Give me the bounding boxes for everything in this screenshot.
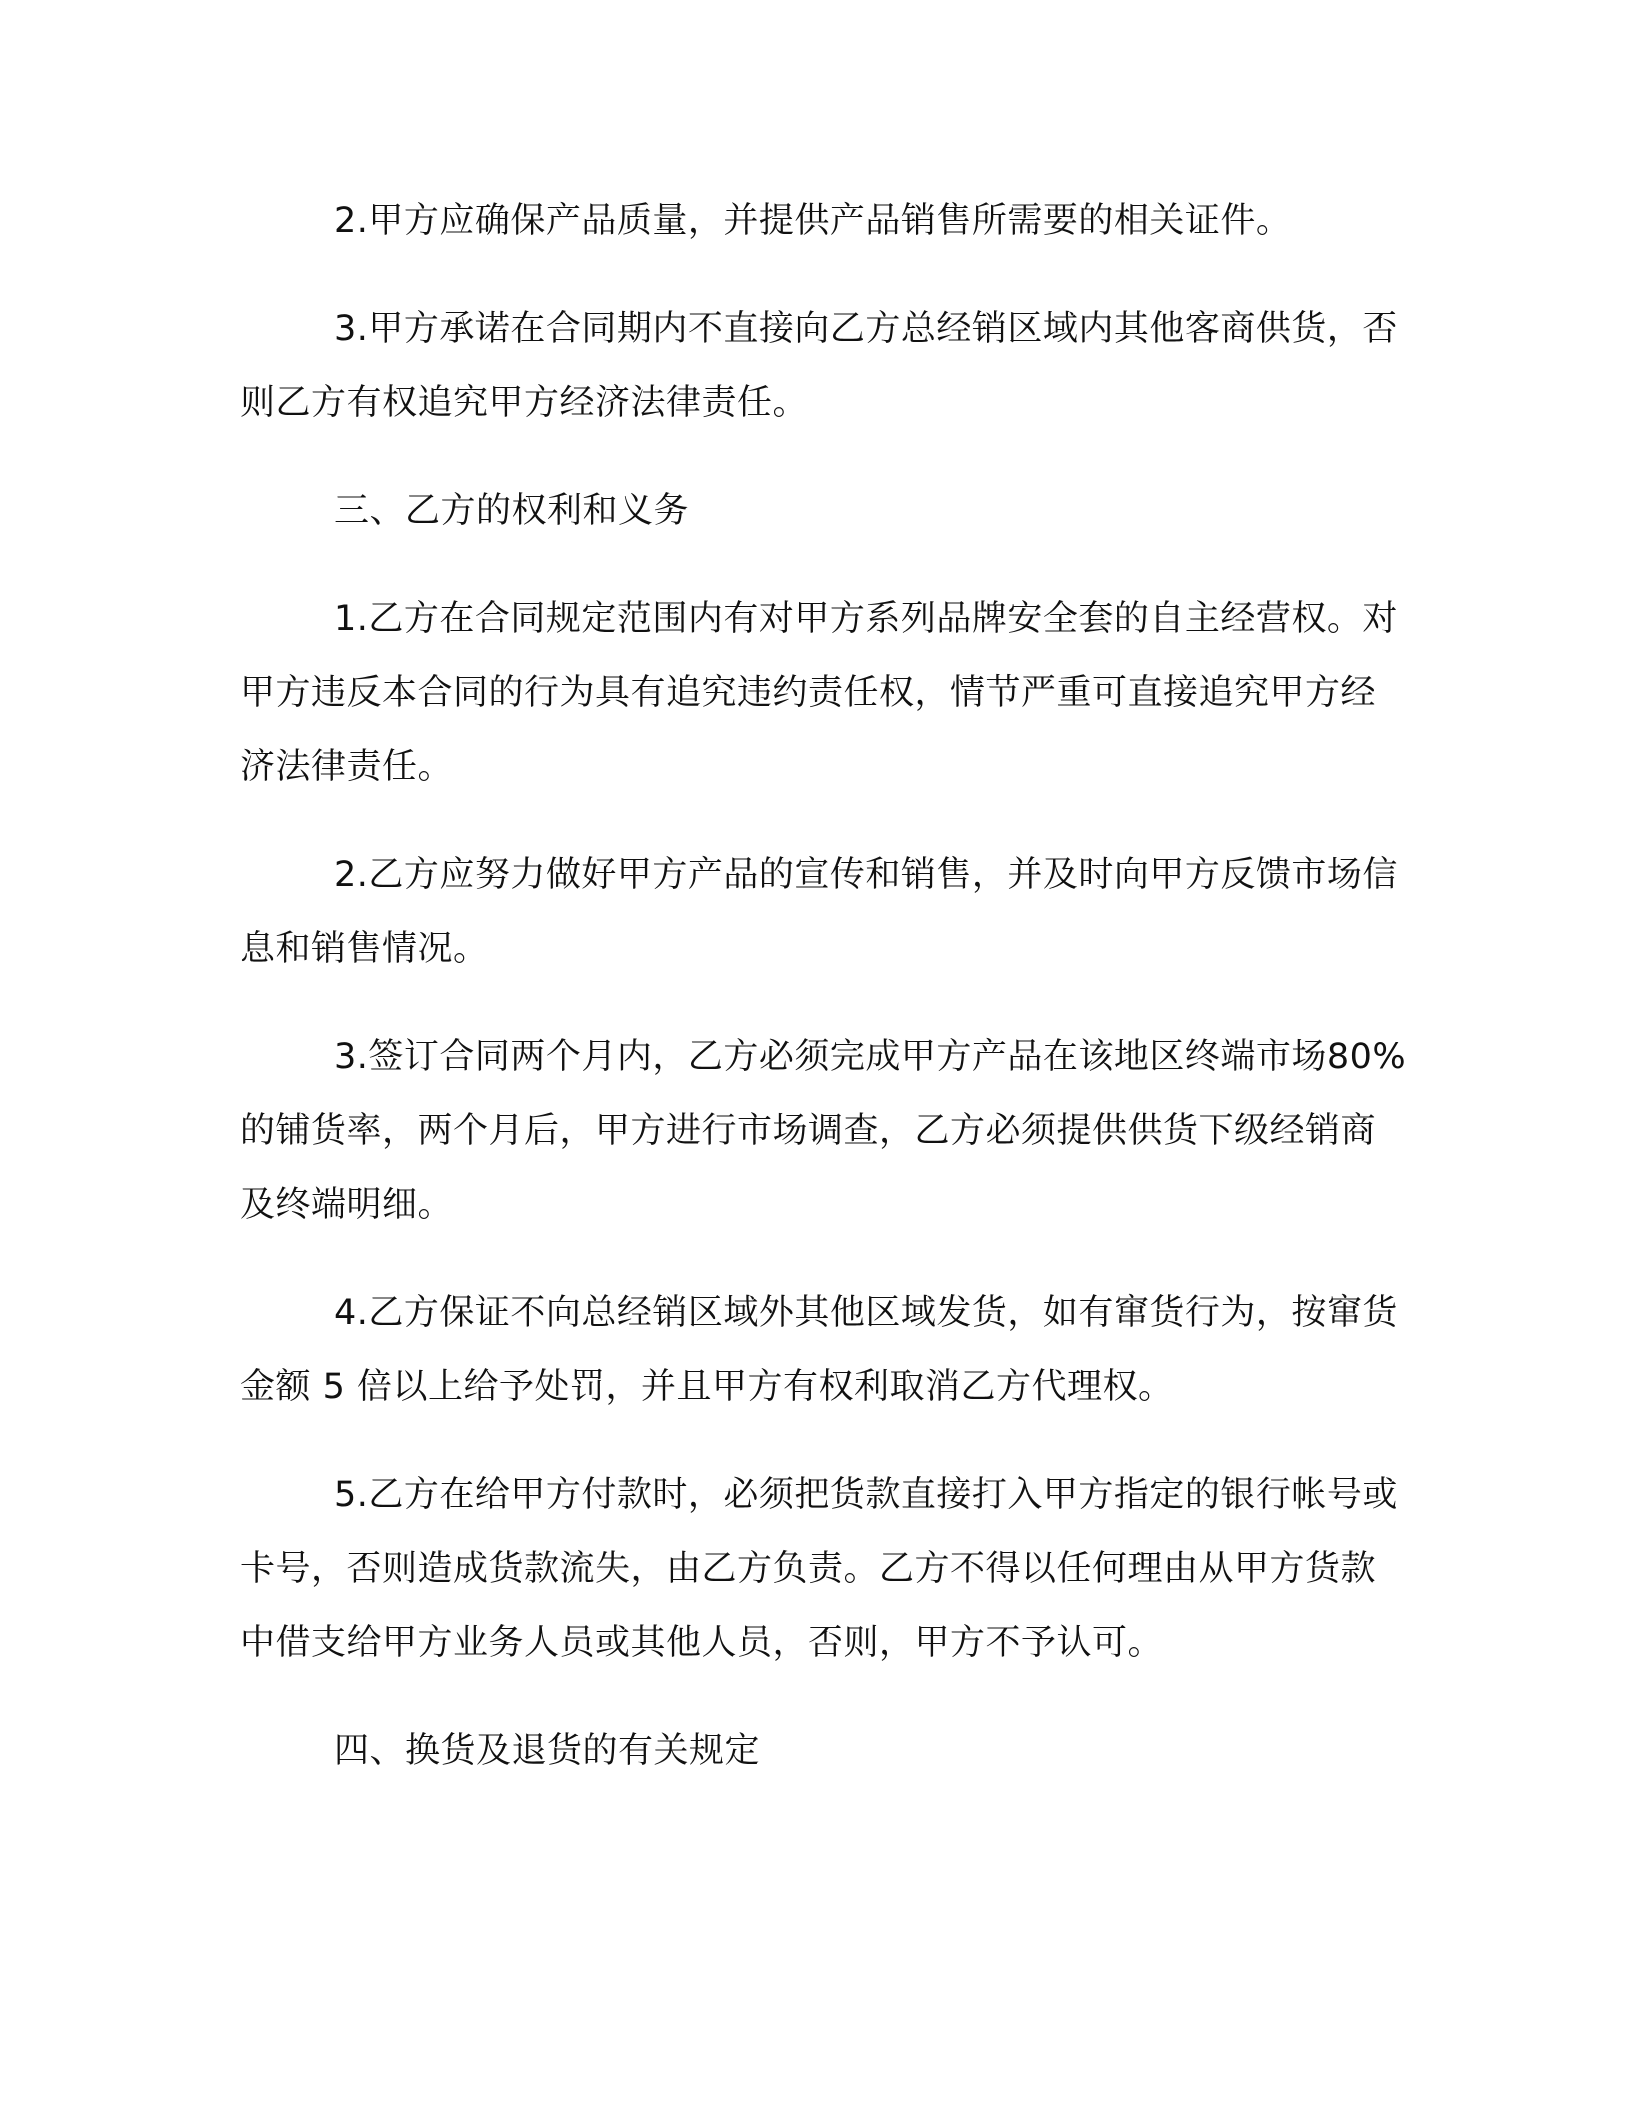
clause-b2: 2.乙方应努力做好甲方产品的宣传和销售，并及时向甲方反馈市场信息和销售情况。 — [240, 855, 1398, 969]
paragraph-gap — [240, 440, 1410, 474]
clause-a2: 2.甲方应确保产品质量，并提供产品销售所需要的相关证件。 — [334, 201, 1292, 241]
clause-b1: 1.乙方在合同规定范围内有对甲方系列品牌安全套的自主经营权。对甲方违反本合同的行为具有追究违约责任权，情节严重可直接追究甲方经济法律责任。 — [240, 599, 1398, 787]
paragraph-gap — [240, 1424, 1410, 1458]
paragraph-gap — [240, 804, 1410, 838]
paragraph-gap — [240, 1680, 1410, 1714]
clause-b3: 3.签订合同两个月内，乙方必须完成甲方产品在该地区终端市场80%的铺货率，两个月后，甲方进行市场调查，乙方必须提供供货下级经销商及终端明细。 — [240, 1037, 1407, 1225]
clause-b4: 4.乙方保证不向总经销区域外其他区域发货，如有窜货行为，按窜货金额 5 倍以上给予处罚，并且甲方有权利取消乙方代理权。 — [240, 1293, 1398, 1407]
clause-b5: 5.乙方在给甲方付款时，必须把货款直接打入甲方指定的银行帐号或卡号，否则造成货款流失，由乙方负责。乙方不得以任何理由从甲方货款中借支给甲方业务人员或其他人员，否则，甲方不予认可。 — [240, 1475, 1398, 1663]
paragraph-gap — [240, 548, 1410, 582]
section-heading-3: 三、乙方的权利和义务 — [334, 491, 690, 531]
paragraph-gap — [240, 258, 1410, 292]
section-heading-4: 四、换货及退货的有关规定 — [334, 1731, 761, 1771]
clause-a3: 3.甲方承诺在合同期内不直接向乙方总经销区域内其他客商供货，否则乙方有权追究甲方经济法律责任。 — [240, 309, 1398, 423]
paragraph-gap — [240, 1242, 1410, 1276]
document-body — [240, 184, 1410, 1788]
paragraph-gap — [240, 986, 1410, 1020]
